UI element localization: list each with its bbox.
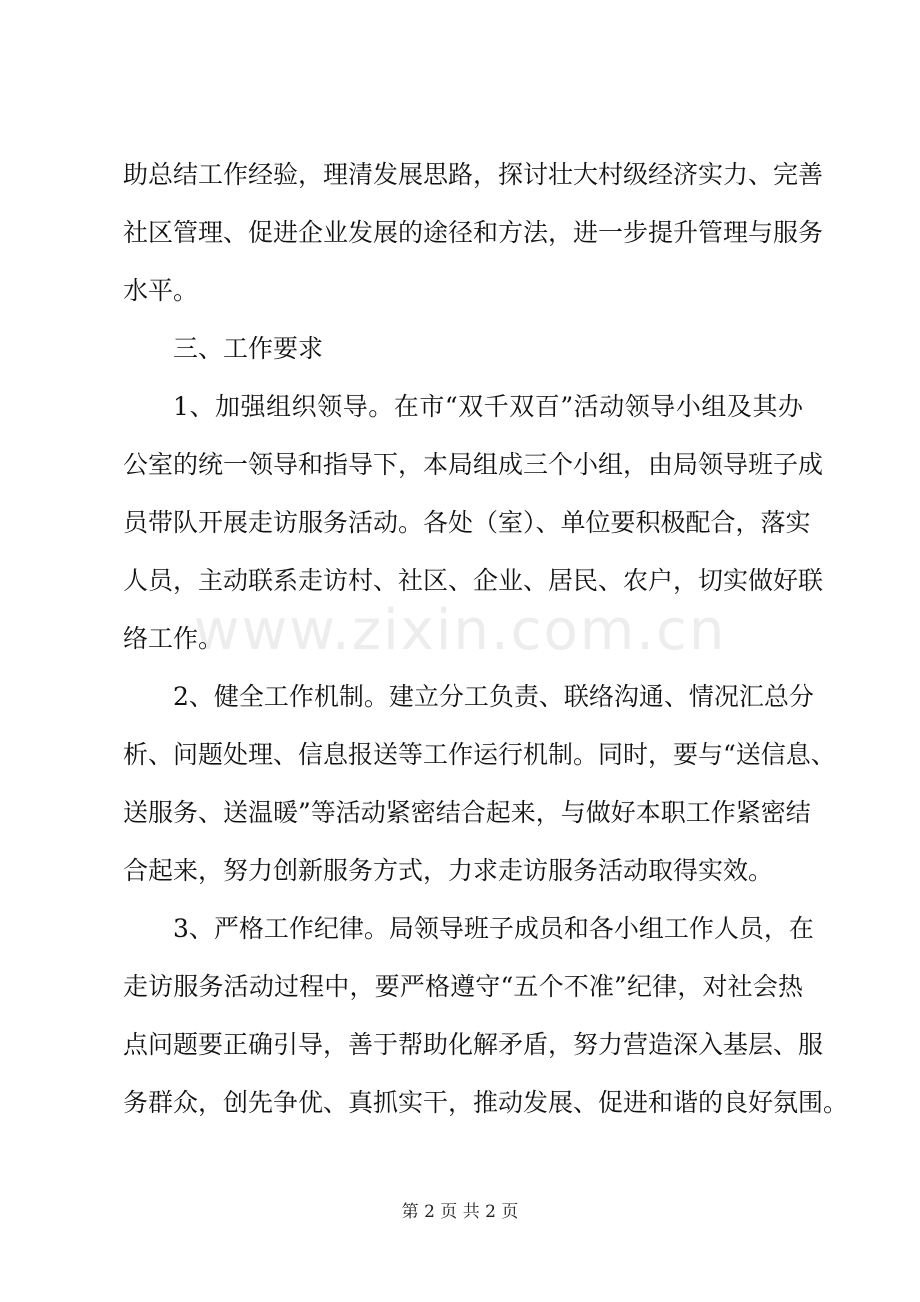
paragraph-line: 点问题要正确引导，善于帮助化解矛盾，努力营造深入基层、服 — [123, 1030, 824, 1059]
watermark-text: www.zixin.com.cn — [193, 598, 727, 663]
paragraph-line: 析、问题处理、信息报送等工作运行机制。同时，要与“送信息、 — [123, 740, 836, 769]
paragraph-line: 走访服务活动过程中，要严格遵守“五个不准”纪律，对社会热 — [123, 972, 803, 1001]
paragraph-line: 人员，主动联系走访村、社区、企业、居民、农户，切实做好联 — [123, 566, 824, 595]
paragraph-line: 合起来，努力创新服务方式，力求走访服务活动取得实效。 — [123, 856, 774, 885]
paragraph-line: 送服务、送温暖”等活动紧密结合起来，与做好本职工作紧密结 — [123, 798, 811, 827]
paragraph-line: 助总结工作经验，理清发展思路，探讨壮大村级经济实力、完善 — [123, 160, 824, 189]
paragraph-line: 1、加强组织领导。在市“双千双百”活动领导小组及其办 — [173, 392, 803, 421]
paragraph-line: 水平。 — [123, 276, 199, 305]
paragraph-line: 员带队开展走访服务活动。各处（室）、单位要积极配合，落实 — [123, 508, 811, 537]
paragraph-line: 务群众，创先争优、真抓实干，推动发展、促进和谐的良好氛围。 — [123, 1088, 849, 1117]
paragraph-line: 2、健全工作机制。建立分工负责、联络沟通、情况汇总分 — [173, 682, 814, 711]
page-footer: 第 2 页 共 2 页 — [401, 1202, 519, 1222]
section-heading: 三、工作要求 — [173, 334, 324, 363]
paragraph-line: 公室的统一领导和指导下，本局组成三个小组，由局领导班子成 — [123, 450, 824, 479]
paragraph-line: 3、严格工作纪律。局领导班子成员和各小组工作人员，在 — [173, 914, 814, 943]
paragraph-line: 社区管理、促进企业发展的途径和方法，进一步提升管理与服务 — [123, 218, 824, 247]
paragraph-line: 络工作。 — [123, 624, 224, 653]
